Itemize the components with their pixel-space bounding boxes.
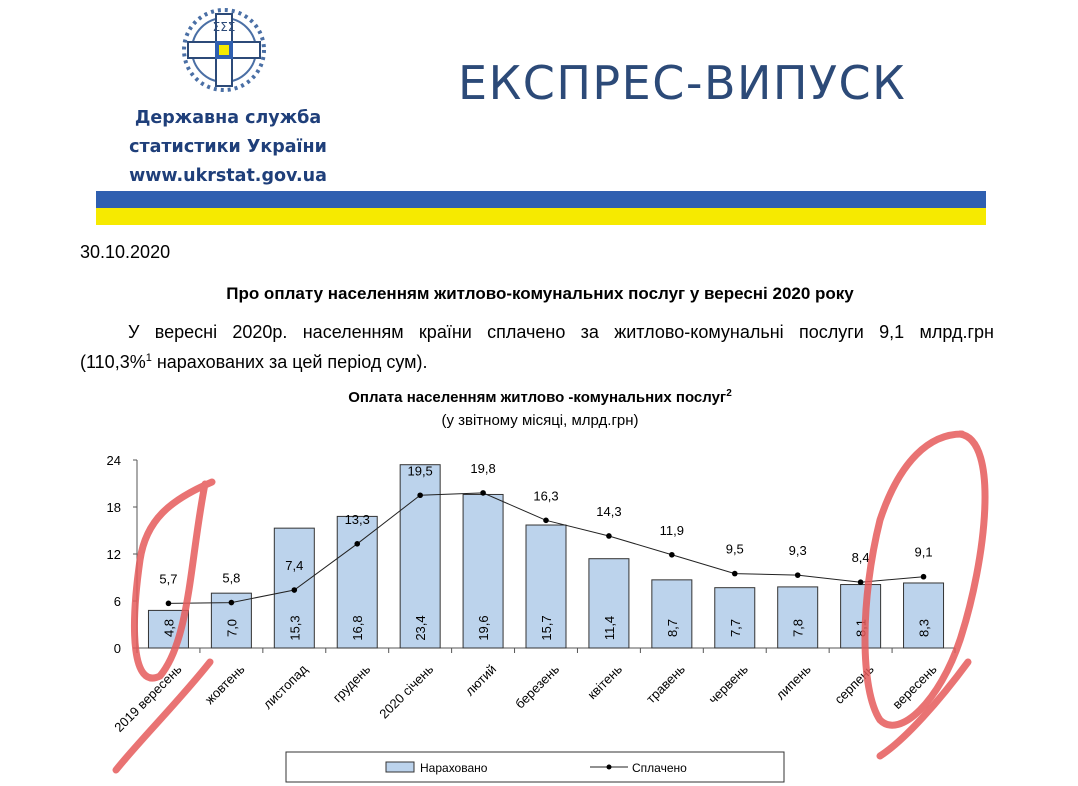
paid-data-label: 5,7 [159, 571, 178, 587]
paid-point [166, 601, 172, 607]
paid-point [921, 574, 927, 580]
paragraph-open: (110,3% [80, 352, 146, 372]
paid-data-label: 19,5 [407, 463, 433, 479]
bar-data-label: 8,7 [664, 618, 680, 638]
bar-accrued [715, 588, 755, 648]
chart-title-footnote: 2 [726, 388, 732, 399]
document-title: Про оплату населенням житлово-комунальних послуг у вересні 2020 року [226, 284, 854, 303]
emblem-letter-top: ΣΣΣ [212, 20, 236, 34]
paid-point [229, 600, 235, 606]
bar-data-label: 7,0 [224, 618, 240, 638]
paid-point [480, 490, 486, 496]
express-release-title: ЕКСПРЕС-ВИПУСК [458, 56, 907, 110]
bar-data-label: 7,7 [727, 618, 743, 638]
x-tick-label: жовтень [201, 661, 248, 708]
x-tick-label: серпень [831, 661, 877, 707]
y-tick-label: 24 [106, 453, 121, 468]
x-tick-label: вересень [889, 661, 940, 712]
chart-title-text: Оплата населенням житлово -комунальних послуг [348, 389, 727, 406]
bar-accrued [778, 587, 818, 648]
paid-data-label: 5,8 [222, 570, 241, 586]
paid-point [795, 572, 801, 578]
paid-data-label: 19,8 [470, 460, 496, 476]
paid-point [292, 587, 298, 593]
y-tick-label: 18 [106, 500, 121, 515]
paid-data-label: 9,1 [914, 544, 933, 560]
paid-point [354, 541, 360, 547]
paid-point [543, 518, 549, 524]
org-line-1: Державна служба [134, 108, 322, 128]
paid-point [858, 579, 864, 585]
y-tick-label: 12 [106, 547, 121, 562]
paragraph-rest: нарахованих за цей період сум). [151, 352, 428, 372]
chart-legend [286, 752, 784, 782]
x-tick-label: 2020 січень [376, 661, 437, 722]
chart-subtitle: (у звітному місяці, млрд.грн) [441, 412, 639, 429]
release-date: 30.10.2020 [80, 242, 171, 262]
y-tick-label: 0 [113, 641, 121, 656]
paid-data-label: 8,4 [851, 550, 870, 566]
paid-data-label: 9,3 [788, 543, 807, 559]
x-tick-label: 2019 вересень [111, 661, 185, 735]
legend-label-accrued: Нараховано [420, 761, 488, 775]
bar-accrued [904, 583, 944, 648]
paid-data-label: 9,5 [725, 541, 744, 557]
paid-data-label: 11,9 [659, 522, 685, 538]
paragraph-footnote: 1 [145, 352, 152, 364]
bar-data-label: 8,3 [916, 618, 932, 638]
paid-point [669, 552, 675, 558]
bar-data-label: 16,8 [350, 615, 366, 641]
x-tick-label: червень [705, 661, 751, 707]
paid-point [417, 492, 423, 498]
bar-data-label: 23,4 [413, 615, 429, 641]
x-tick-label: листопад [260, 661, 311, 712]
x-tick-label: березень [512, 661, 563, 712]
paid-data-label: 16,3 [533, 488, 559, 504]
y-tick-label: 6 [113, 594, 121, 609]
x-tick-label: травень [643, 661, 688, 707]
bar-data-label: 19,6 [476, 615, 492, 641]
bar-data-label: 8,1 [853, 618, 869, 638]
x-tick-label: грудень [329, 661, 374, 706]
bar-data-label: 4,8 [161, 618, 177, 638]
paid-data-label: 7,4 [285, 558, 304, 574]
x-tick-label: лютий [462, 661, 500, 699]
bar-data-label: 7,8 [790, 618, 806, 638]
x-tick-label: липень [772, 661, 814, 703]
paid-data-label: 13,3 [344, 511, 370, 527]
bar-accrued [841, 585, 881, 648]
org-url: www.ukrstat.gov.ua [129, 166, 327, 186]
legend-bar-swatch [386, 762, 414, 772]
legend-point-swatch [607, 765, 612, 770]
paragraph-line-1: У вересні 2020р. населенням країни сплачено за житлово-комунальні послуги 9,1 млрд.грн [128, 322, 994, 342]
paid-point [732, 571, 738, 577]
paid-data-label: 14,3 [596, 503, 622, 519]
x-tick-label: квітень [584, 661, 626, 703]
legend-label-paid: Сплачено [632, 761, 687, 775]
paid-point [606, 533, 612, 539]
bar-data-label: 15,7 [539, 615, 554, 641]
bar-data-label: 11,4 [601, 615, 617, 641]
org-line-2: статистики України [129, 137, 327, 157]
bar-data-label: 15,3 [287, 615, 303, 641]
